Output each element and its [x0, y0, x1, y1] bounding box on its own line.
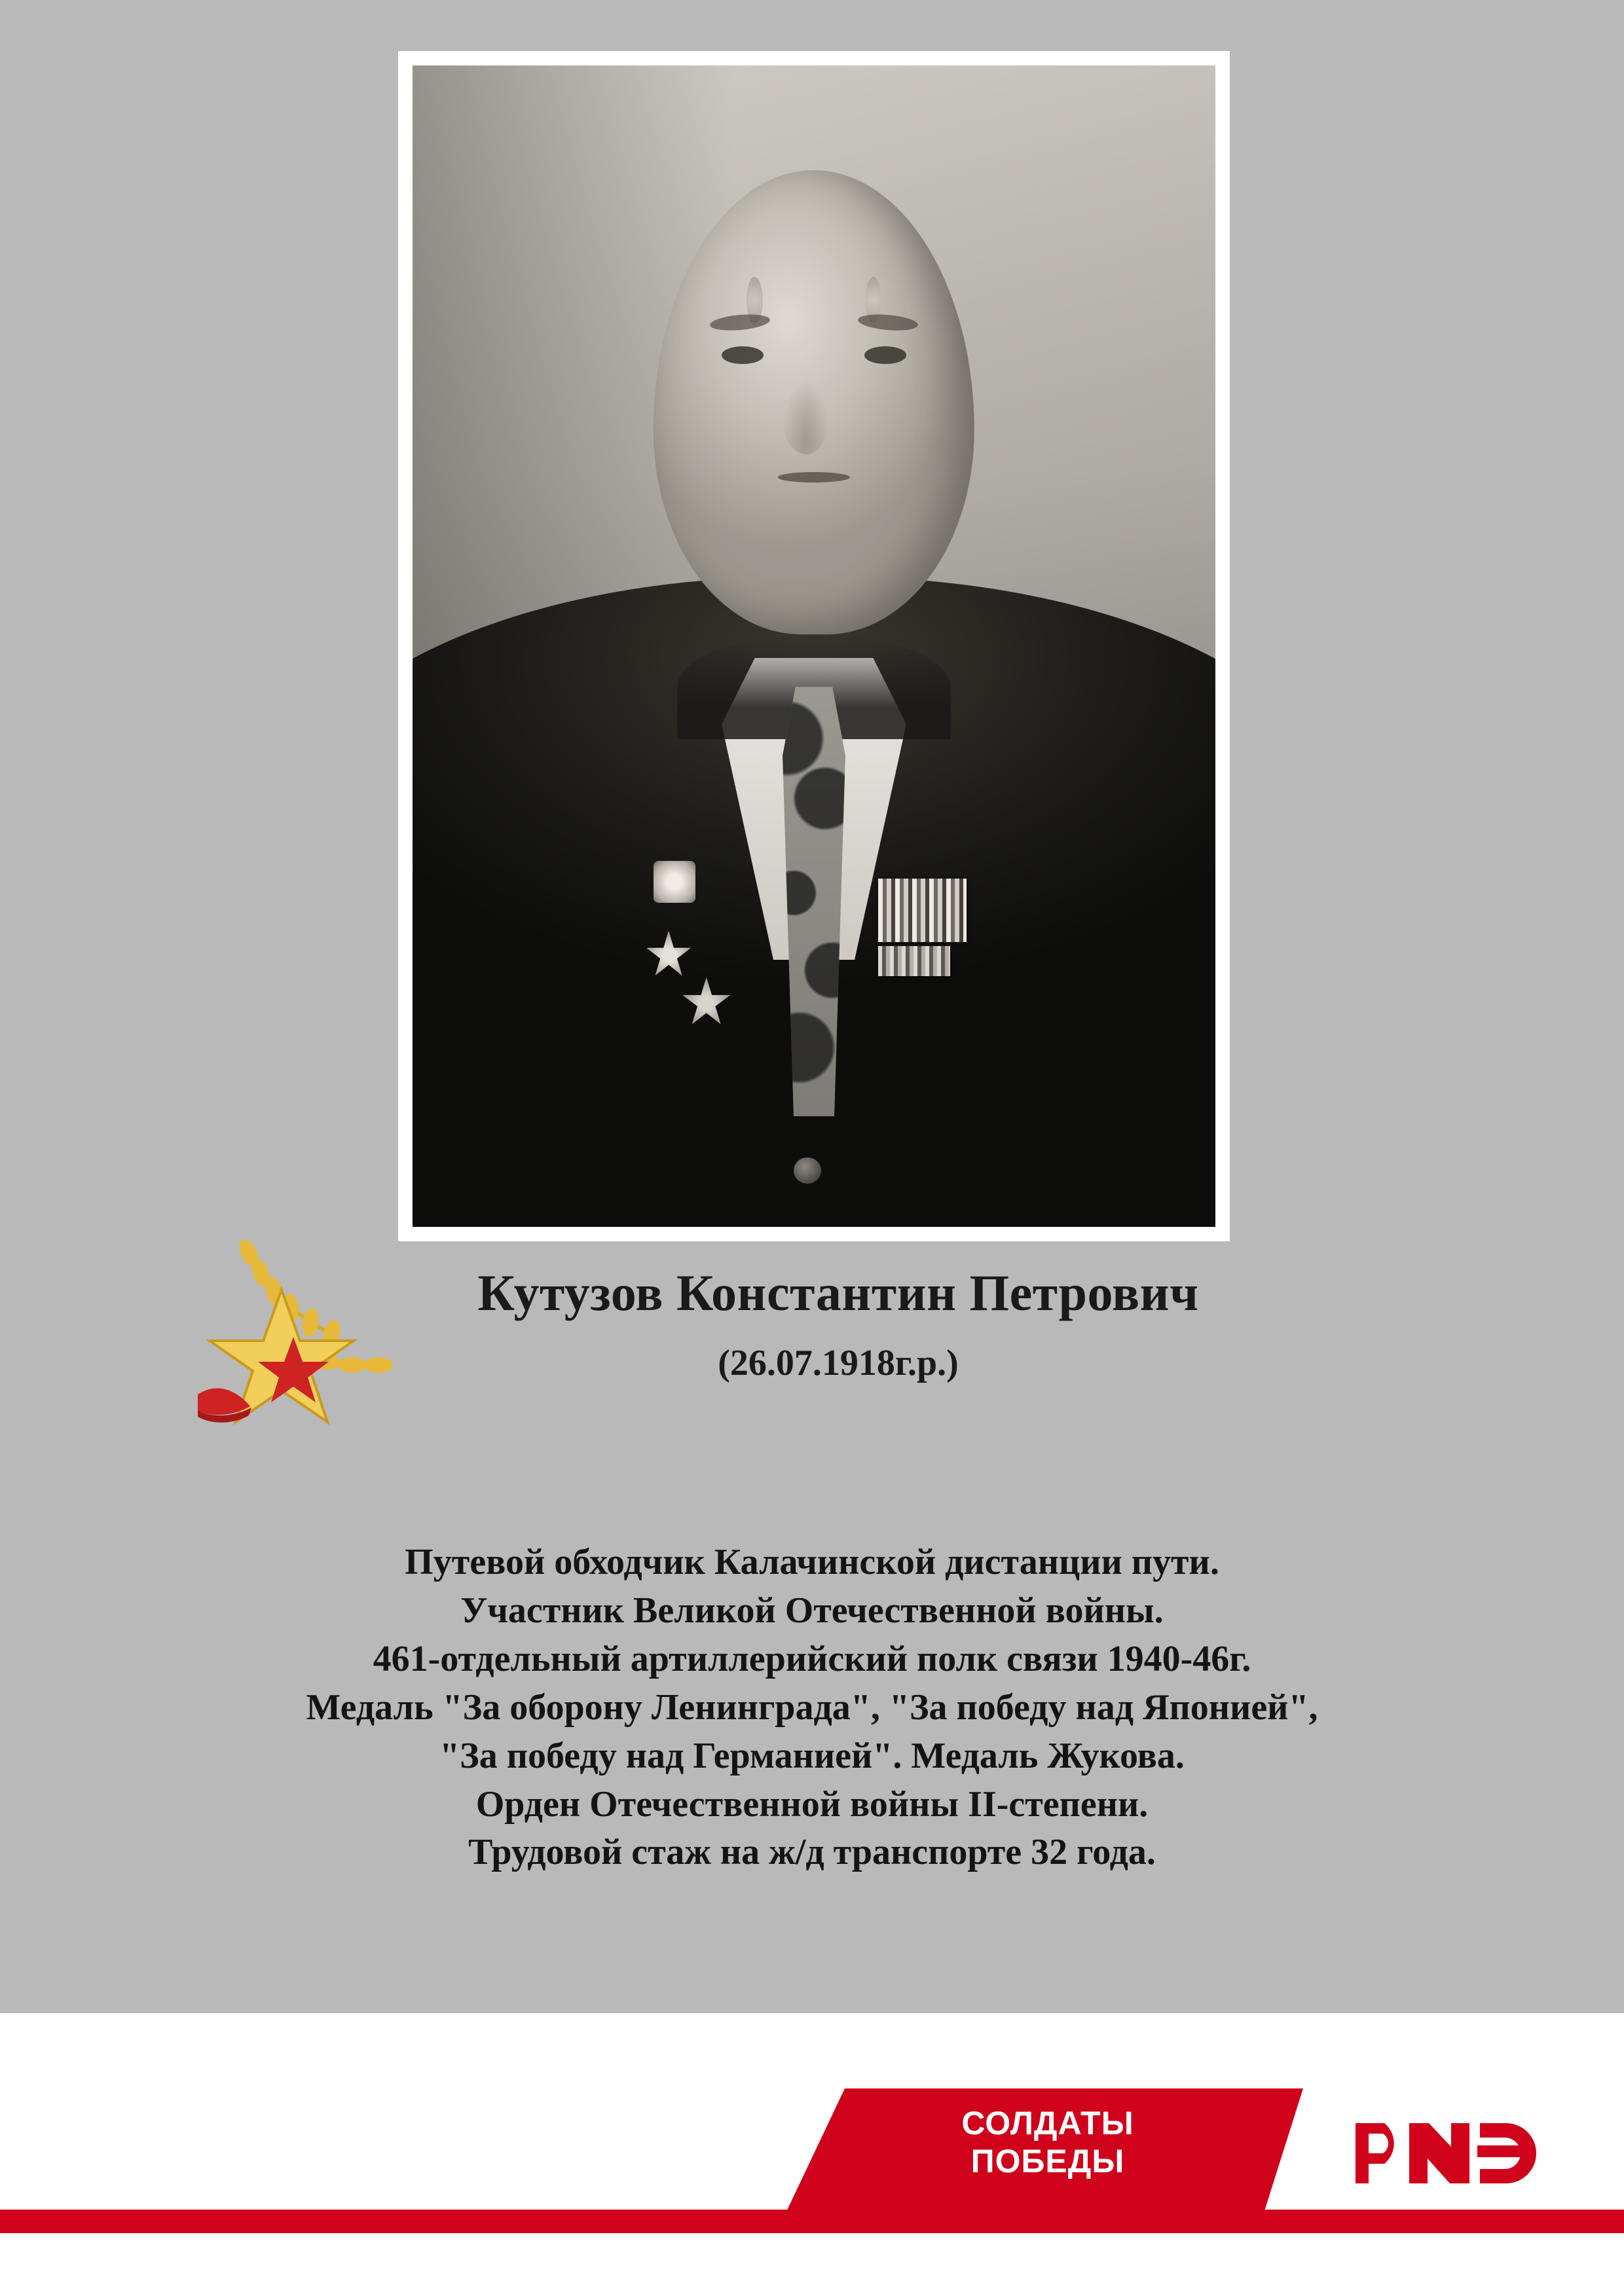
biography-block: [131, 1539, 1493, 1877]
page-title: Кутузов Константин Петрович: [477, 1264, 1199, 1321]
georgievskaya-ribbon-icon: [985, 80, 1201, 296]
bio-line: Трудовой стаж на ж/д транспорте 32 года.: [468, 1832, 1156, 1873]
bio-line: 461-отдельный артиллерийский полк связи 1940-46г.: [373, 1638, 1251, 1679]
medal-badge-icon: [654, 861, 695, 903]
ribbon-bars-secondary-icon: [878, 946, 950, 976]
birth-date: (26.07.1918г.р.): [718, 1343, 959, 1383]
photo-eye-right: [864, 346, 906, 364]
bio-line: Медаль "За оборону Ленинграда", "За победу над Японией",: [306, 1686, 1318, 1728]
veteran-photo: [413, 65, 1215, 1227]
footer-title-line-1: СОЛДАТЫ: [961, 2105, 1134, 2141]
rzd-logo-icon: [1349, 2111, 1545, 2190]
footer-red-band: [0, 2210, 1624, 2233]
bio-line: "За победу над Германией". Медаль Жукова.: [439, 1735, 1185, 1776]
ribbon-bars-icon: [878, 879, 967, 943]
footer-title: [871, 2105, 1225, 2180]
jacket-button-icon: [794, 1157, 821, 1184]
photo-nose: [782, 379, 830, 454]
photo-mouth: [778, 472, 850, 483]
bio-line: Путевой обходчик Калачинской дистанции пути.: [405, 1542, 1219, 1582]
bio-line: Участник Великой Отечественной войны.: [460, 1590, 1164, 1631]
bio-line: Орден Отечественной войны II-степени.: [475, 1783, 1149, 1825]
footer-title-line-2: ПОБЕДЫ: [970, 2142, 1125, 2179]
veteran-photo-frame: [398, 51, 1230, 1241]
photo-eye-left: [722, 346, 764, 364]
victory-star-emblem-icon: [172, 1219, 466, 1435]
